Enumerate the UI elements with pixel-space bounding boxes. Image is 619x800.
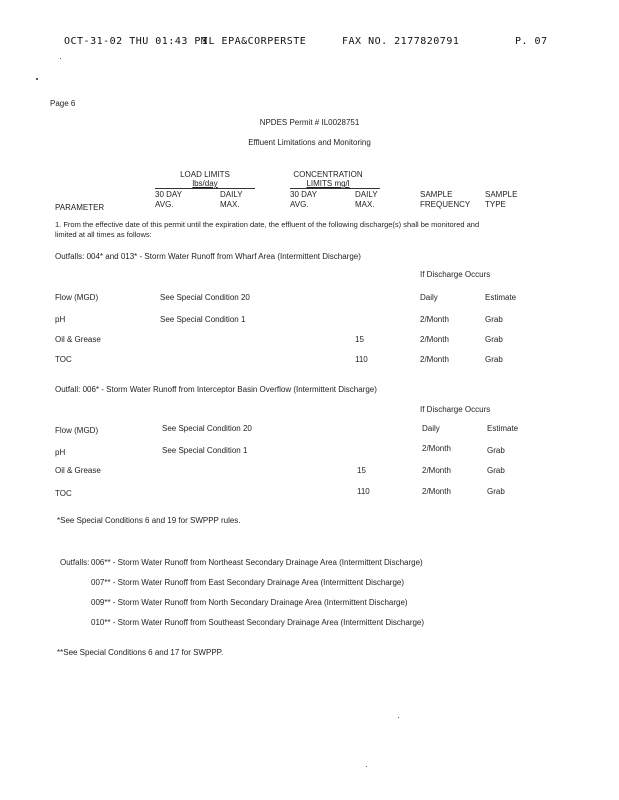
table-row-limit: See Special Condition 1: [162, 446, 248, 455]
load-max-line2: MAX.: [220, 200, 240, 209]
table-row-type: Grab: [487, 487, 505, 496]
table-row-param: Oil & Grease: [55, 335, 101, 344]
conc-max-line1: DAILY: [355, 190, 378, 199]
concentration-units: LIMITS mg/l: [306, 179, 350, 188]
load-limits-label: LOAD LIMITS: [180, 170, 230, 179]
table-row-type: Grab: [487, 446, 505, 455]
table-row-limit: See Special Condition 20: [162, 424, 252, 433]
table-row-type: Estimate: [487, 424, 519, 433]
fax-number: FAX NO. 2177820791: [342, 36, 460, 47]
load-avg-line2: AVG.: [155, 200, 174, 209]
conc-avg-line1: 30 DAY: [290, 190, 317, 199]
outfall-list-item: 010** - Storm Water Runoff from Southeast Secondary Drainage Area (Intermittent Discharge): [91, 618, 425, 627]
header-rule-conc: [290, 188, 380, 189]
type-line1: SAMPLE: [485, 190, 518, 199]
table-row-param: Flow (MGD): [55, 426, 99, 435]
table-row-limit: See Special Condition 1: [160, 315, 246, 324]
scan-speck: [60, 58, 61, 59]
table-row-frequency: 2/Month: [420, 315, 449, 324]
table-row-param: Oil & Grease: [55, 466, 101, 475]
outfall-list-item: 007** - Storm Water Runoff from East Secondary Drainage Area (Intermittent Discharge): [91, 578, 405, 587]
section-title: Effluent Limitations and Monitoring: [248, 138, 371, 147]
fax-page: P. 07: [515, 36, 548, 47]
footnote-swppp-2: **See Special Conditions 6 and 17 for SWPPP.: [57, 648, 224, 657]
type-line2: TYPE: [485, 200, 506, 209]
table-row-frequency: 2/Month: [422, 444, 451, 453]
table-row-frequency: 2/Month: [422, 466, 451, 475]
intro-line-1: 1. From the effective date of this permit until the expiration date, the effluent of the following discharge(s) shall be monitored and: [55, 220, 480, 229]
scan-speck: [366, 766, 367, 767]
table-row-frequency: 2/Month: [422, 487, 451, 496]
outfall-list-item: 009** - Storm Water Runoff from North Secondary Drainage Area (Intermittent Discharge): [91, 598, 408, 607]
table-row-frequency: 2/Month: [420, 355, 449, 364]
scan-speck: [36, 78, 38, 80]
frequency-line1: SAMPLE: [420, 190, 453, 199]
table-row-param: TOC: [55, 355, 72, 364]
scan-speck: [398, 717, 399, 718]
outfall-b-title: Outfall: 006* - Storm Water Runoff from Interceptor Basin Overflow (Intermittent Discharge): [55, 385, 377, 394]
table-row-type: Grab: [485, 335, 503, 344]
parameter-header: PARAMETER: [55, 203, 105, 212]
table-row-frequency: 2/Month: [420, 335, 449, 344]
table-row-frequency: Daily: [420, 293, 438, 302]
outfall-a-title: Outfalls: 004* and 013* - Storm Water Runoff from Wharf Area (Intermittent Discharge): [55, 252, 361, 261]
table-row-frequency: Daily: [422, 424, 440, 433]
table-row-type: Grab: [487, 466, 505, 475]
permit-title: NPDES Permit # IL0028751: [259, 118, 360, 127]
outfall-list-item: 006** - Storm Water Runoff from Northeast Secondary Drainage Area (Intermittent Discharge): [91, 558, 423, 567]
load-limits-units: lbs/day: [192, 179, 218, 188]
table-row-conc-max: 110: [357, 487, 370, 496]
frequency-line2: FREQUENCY: [420, 200, 471, 209]
table-row-limit: See Special Condition 20: [160, 293, 250, 302]
table-row-param: TOC: [55, 489, 72, 498]
table-row-type: Grab: [485, 315, 503, 324]
intro-line-2: limited at all times as follows:: [55, 230, 152, 239]
conc-max-line2: MAX.: [355, 200, 375, 209]
table-row-conc-max: 110: [355, 355, 368, 364]
concentration-label: CONCENTRATION: [293, 170, 363, 179]
load-max-line1: DAILY: [220, 190, 243, 199]
header-rule-load: [155, 188, 255, 189]
outfall-a-note: If Discharge Occurs: [420, 270, 491, 279]
page-label: Page 6: [50, 99, 76, 108]
conc-avg-line2: AVG.: [290, 200, 309, 209]
table-row-conc-max: 15: [355, 335, 364, 344]
table-row-type: Grab: [485, 355, 503, 364]
load-avg-line1: 30 DAY: [155, 190, 182, 199]
outfall-b-note: If Discharge Occurs: [420, 405, 491, 414]
table-row-param: Flow (MGD): [55, 293, 99, 302]
fax-date-time: OCT-31-02 THU 01:43 PM: [64, 36, 208, 47]
fax-sender: IL EPA&CORPERSTE: [202, 36, 307, 47]
table-row-param: pH: [55, 315, 66, 324]
table-row-conc-max: 15: [357, 466, 366, 475]
outfall-list-prefix: Outfalls:: [60, 558, 90, 567]
table-row-type: Estimate: [485, 293, 517, 302]
table-row-param: pH: [55, 448, 66, 457]
footnote-swppp-1: *See Special Conditions 6 and 19 for SWPPP rules.: [57, 516, 241, 525]
